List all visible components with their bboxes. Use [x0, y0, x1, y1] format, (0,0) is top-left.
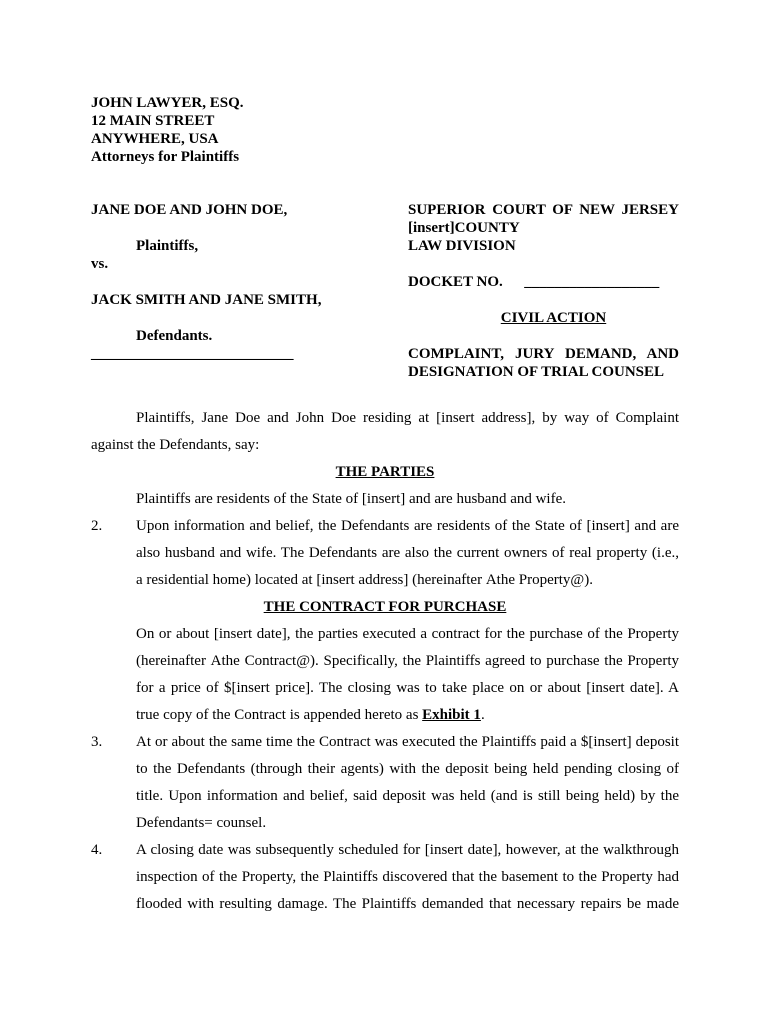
court-name: SUPERIOR COURT OF NEW JERSEY	[408, 202, 679, 218]
contract-para-3-line-4: Defendants= counsel.	[136, 815, 267, 831]
contract-para-1-line-4-suffix: .	[480, 707, 485, 723]
para-number-4: 4.	[91, 842, 103, 858]
civil-action-label: CIVIL ACTION	[500, 310, 607, 326]
contract-para-1-line-4	[136, 706, 679, 724]
attorney-city: ANYWHERE, USA	[91, 131, 219, 147]
contract-para-3-line-3: title. Upon information and belief, said deposit was held (and is still being held) by the	[136, 788, 679, 804]
parties-para-1: Plaintiffs are residents of the State of [insert] and are husband and wife.	[136, 491, 567, 507]
intro-line-2: against the Defendants, say:	[91, 437, 260, 453]
contract-para-1-line-3: for a price of $[insert price]. The closing was to take place on or about [insert date]. A	[136, 680, 679, 696]
attorney-role: Attorneys for Plaintiffs	[91, 149, 240, 165]
contract-para-4-line-3: flooded with resulting damage. The Plaintiffs demanded that necessary repairs be made	[136, 896, 679, 912]
docket-label: DOCKET NO.	[408, 274, 503, 290]
para-number-3: 3.	[91, 734, 103, 750]
contract-para-4-line-2: inspection of the Property, the Plaintiffs discovered that the basement to the Property had	[136, 869, 679, 885]
versus-label: vs.	[91, 256, 109, 272]
complaint-title-line-1: COMPLAINT, JURY DEMAND, AND	[408, 346, 679, 362]
contract-para-1-line-1: On or about [insert date], the parties executed a contract for the purchase of the Property	[136, 626, 679, 642]
intro-line-1: Plaintiffs, Jane Doe and John Doe residing at [insert address], by way of Complaint	[136, 410, 679, 426]
section-heading-parties: THE PARTIES	[335, 464, 435, 480]
contract-para-1-line-2: (hereinafter Аthe Contract@). Specifically, the Plaintiffs agreed to purchase the Property	[136, 653, 679, 669]
caption-left	[91, 201, 391, 363]
defendants-label: Defendants.	[136, 328, 213, 344]
court-division: LAW DIVISION	[408, 238, 516, 254]
attorney-block	[91, 94, 244, 166]
contract-para-1-line-4-prefix: true copy of the Contract is appended hereto as	[136, 707, 423, 723]
contract-para-3-line-1: At or about the same time the Contract was executed the Plaintiffs paid a $[insert] deposit	[136, 734, 679, 750]
contract-para-4-line-1: A closing date was subsequently scheduled for [insert date], however, at the walkthrough	[136, 842, 679, 858]
exhibit-1-reference: Exhibit 1	[422, 707, 481, 723]
contract-para-3-line-2: to the Defendants (through their agents) with the deposit being held pending closing of	[136, 761, 679, 777]
section-heading-contract: THE CONTRACT FOR PURCHASE	[263, 599, 507, 615]
plaintiffs-label: Plaintiffs,	[136, 238, 199, 254]
complaint-title-line-2: DESIGNATION OF TRIAL COUNSEL	[408, 364, 665, 380]
attorney-street: 12 MAIN STREET	[91, 113, 215, 129]
parties-para-2-line-2: also husband and wife. The Defendants are also the current owners of real property (i.e.,	[136, 545, 679, 561]
docket-line	[408, 273, 679, 291]
court-county: [insert]COUNTY	[408, 220, 520, 236]
parties-para-2-line-1: Upon information and belief, the Defendants are residents of the State of [insert] and are	[136, 518, 679, 534]
caption-right	[408, 201, 679, 381]
defendants-names: JACK SMITH AND JANE SMITH,	[91, 292, 322, 308]
parties-para-2-line-3: a residential home) located at [insert address] (hereinafter Аthe Property@).	[136, 572, 593, 588]
para-number-2: 2.	[91, 518, 103, 534]
docket-blank: __________________	[524, 274, 660, 290]
attorney-name: JOHN LAWYER, ESQ.	[91, 95, 244, 111]
plaintiffs-names: JANE DOE AND JOHN DOE,	[91, 202, 288, 218]
signature-rule: ___________________________	[91, 346, 294, 362]
